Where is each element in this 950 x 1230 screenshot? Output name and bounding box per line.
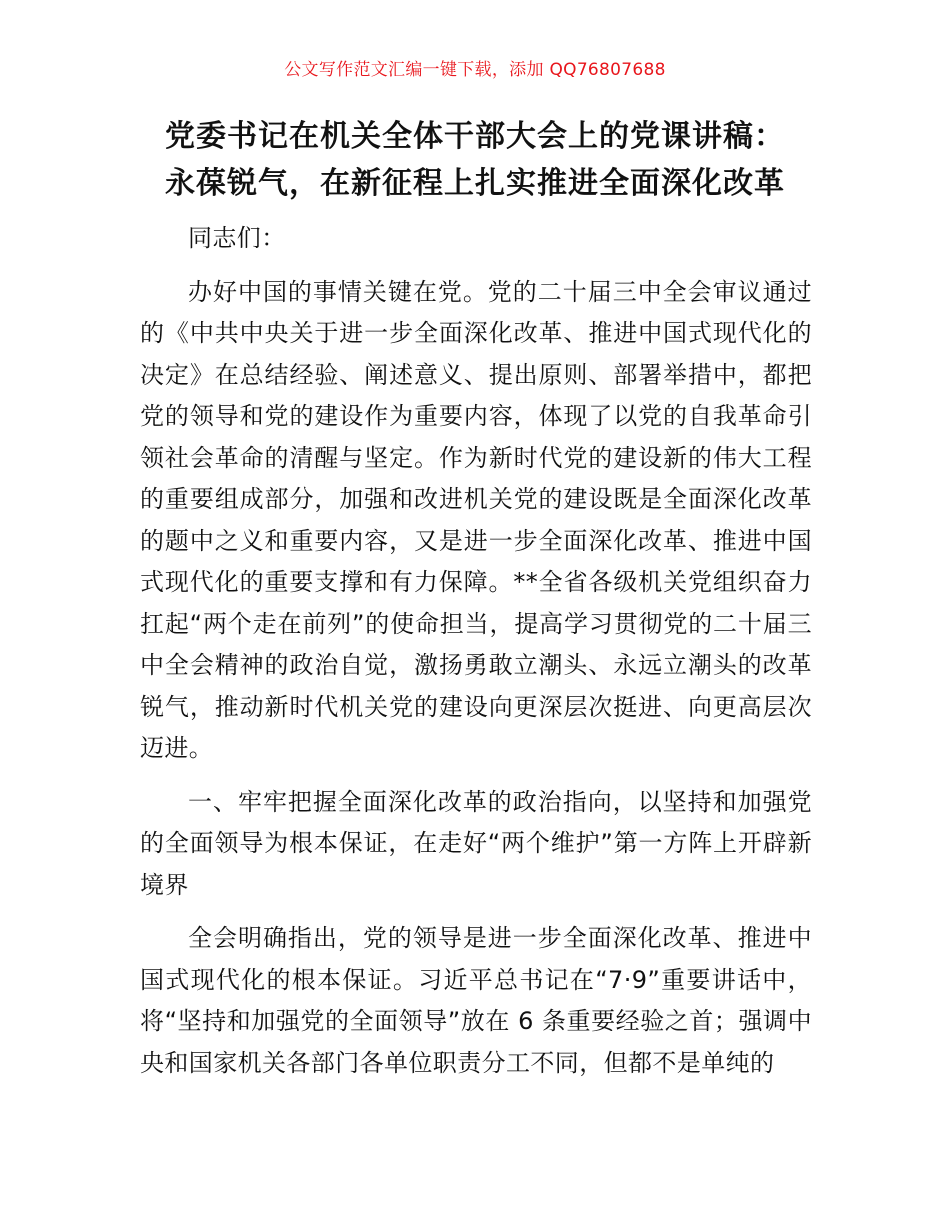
section-heading-1: 一、牢牢把握全面深化改革的政治指向，以坚持和加强党的全面领导为根本保证，在走好“两个维护”第一方阵上开辟新境界 — [140, 787, 812, 899]
paragraph-intro: 办好中国的事情关键在党。党的二十届三中全会审议通过的《中共中央关于进一步全面深化改革、推进中国式现代化的决定》在总结经验、阐述意义、提出原则、部署举措中，都把党的领导和党的建设作为重要内容，体现了以党的自我革命引领社会革命的清醒与坚定。作为新时代党的建设新的伟大工程的重要组成部分，加强和改进机关党的建设既是全面深化改革的题中之义和重要内容，又是进一步全面深化改革、推进中国式现代化的重要支撑和有力保障。**全省各级机关党组织奋力扛起“两个走在前列”的使命担当，提高学习贯彻党的二十届三中全会精神的政治自觉，激扬勇敢立潮头、永远立潮头的改革锐气，推动新时代机关党的建设向更深层次挺进、向更高层次迈进。 — [140, 277, 812, 762]
title-line-1: 党委书记在机关全体干部大会上的党课讲稿： — [165, 119, 785, 154]
document-body — [140, 218, 812, 1084]
document-title — [0, 113, 950, 207]
paragraph-section-1: 全会明确指出，党的领导是进一步全面深化改革、推进中国式现代化的根本保证。习近平总书记在“7·9”重要讲话中，将“坚持和加强党的全面领导”放在 6 条重要经验之首；强调中央和国家机关各部门各单位职责分工不同，但都不是单纯的 — [140, 924, 812, 1077]
salutation: 同志们： — [188, 224, 286, 252]
download-note: 公文写作范文汇编一键下载，添加 QQ76807688 — [284, 60, 666, 80]
title-line-2: 永葆锐气，在新征程上扎实推进全面深化改革 — [165, 166, 785, 201]
